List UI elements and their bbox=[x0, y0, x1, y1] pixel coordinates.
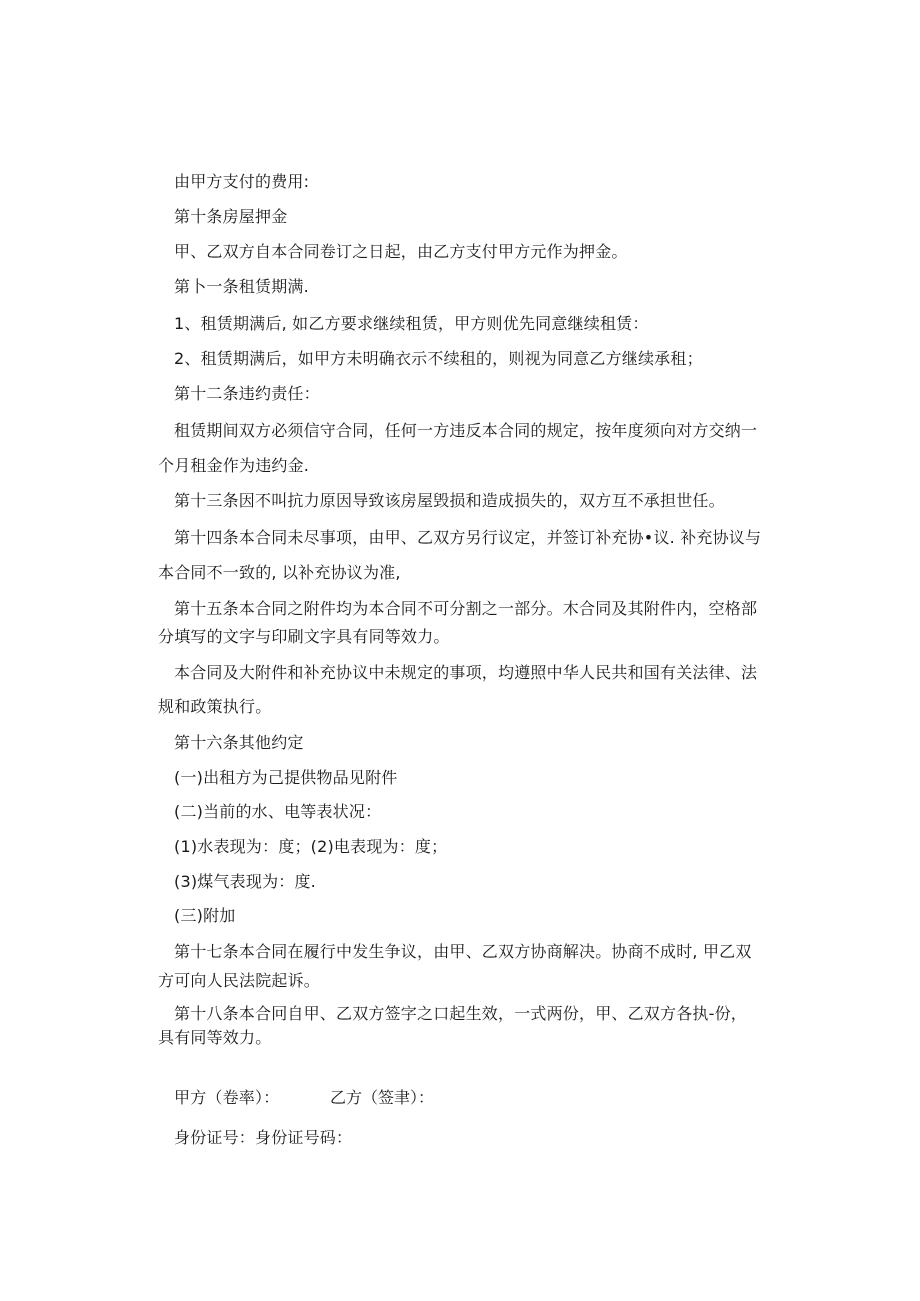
text-line: (三)附加 bbox=[174, 906, 236, 925]
text-line: 甲、乙双方自本合同卷订之日起，由乙方支付甲方元作为押金。 bbox=[174, 242, 628, 261]
signature-party-a: 甲方（卷率）： bbox=[174, 1088, 280, 1107]
text-line: 第十五条本合同之附件均为本合同不可分割之一部分。木合同及其附件内，空格部 bbox=[174, 599, 758, 618]
text-line: 由甲方支付的费用: bbox=[174, 172, 310, 191]
text-line: 租赁期间双方必须信守合同，任何一方违反本合同的规定，按年度须向对方交纳一 bbox=[174, 421, 758, 440]
text-line: (二)当前的水、电等表状况： bbox=[174, 802, 382, 821]
text-line: 第十七条本合同在履行中发生争议，由甲、乙双方协商解决。协商不成时, 甲乙双 bbox=[174, 942, 752, 961]
section-heading: 第十六条其他约定 bbox=[174, 733, 304, 752]
text-line: 第十四条本合同未尽事项，由甲、乙双方另行议定，并签订补充协•议. 补充协议与 bbox=[174, 528, 762, 547]
text-line: (一)出租方为己提供物品见附件 bbox=[174, 768, 398, 787]
text-line: 方可向人民法院起诉。 bbox=[158, 971, 321, 990]
text-line: 规和政策执行。 bbox=[158, 697, 272, 716]
text-line: (1)水表现为：度；(2)电表现为：度； bbox=[174, 837, 448, 856]
text-line: 2、租赁期满后，如甲方未明确衣示不续租的，则视为同意乙方继续承租； bbox=[174, 349, 703, 368]
text-line: 分填写的文字与印刷文字具有同等效力。 bbox=[158, 627, 450, 646]
section-heading: 第十二条违约责任： bbox=[174, 384, 320, 403]
text-line: 个月租金作为违约金. bbox=[158, 456, 310, 475]
section-heading: 第十条房屋押金 bbox=[174, 207, 288, 226]
signature-party-b: 乙方（签聿）： bbox=[330, 1088, 435, 1107]
section-heading: 第卜一条租赁期满. bbox=[174, 277, 309, 296]
text-line: 本合同不一致的, 以补充协议为准, bbox=[158, 563, 401, 582]
text-line: 具有同等效力。 bbox=[158, 1028, 272, 1047]
text-line: 1、租赁期满后, 如乙方要求继续租赁，甲方则优先同意继续租赁： bbox=[174, 314, 649, 333]
text-line: 第十三条因不叫抗力原因导致该房屋毁损和造成损失的，双方互不承担世任。 bbox=[174, 491, 725, 510]
text-line: (3)煤气表现为：度. bbox=[174, 872, 316, 891]
text-line: 本合同及大附件和补充协议中未规定的事项，均遵照中华人民共和国有关法律、法 bbox=[174, 663, 758, 682]
id-number-line: 身份证号：身份证号码： bbox=[174, 1128, 353, 1147]
text-line: 第十八条本合冋自甲、乙双方签字之口起生效，一式两份，甲、乙双方各执-份， bbox=[174, 1004, 747, 1023]
